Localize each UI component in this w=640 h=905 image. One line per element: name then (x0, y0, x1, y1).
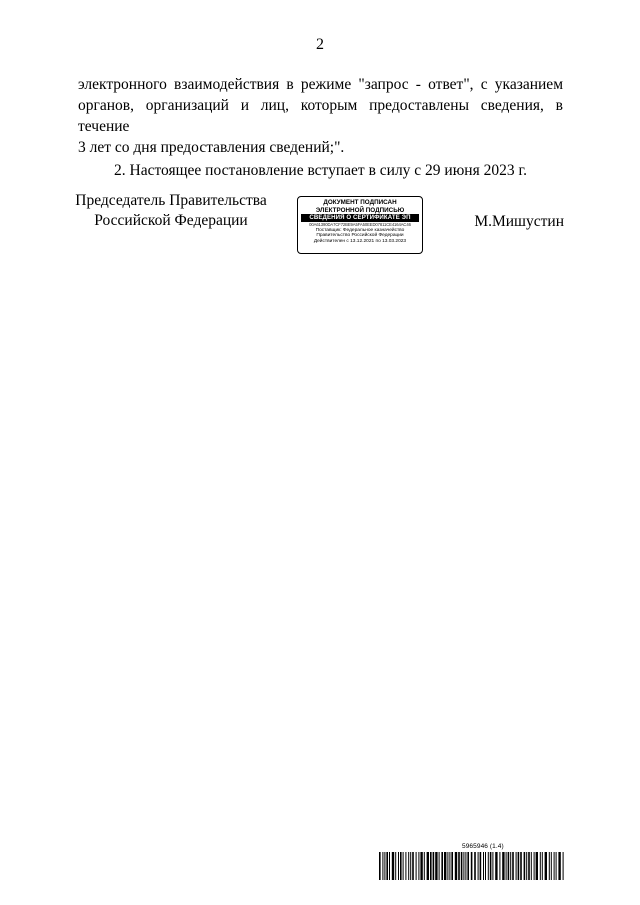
barcode-bar (534, 852, 535, 880)
barcode-bar (536, 852, 538, 880)
barcode-bar (400, 852, 402, 880)
barcode-bar (447, 852, 448, 880)
barcode-bar (502, 852, 504, 880)
barcode-bar (531, 852, 532, 880)
barcode-bar (449, 852, 450, 880)
barcode-bar (382, 852, 383, 880)
barcode-bar (433, 852, 435, 880)
signatory-title-line-1: Председатель Правительства (75, 192, 267, 209)
barcode-bar (485, 852, 486, 880)
barcode-bar (405, 852, 406, 880)
barcode-bar (495, 852, 497, 880)
barcode-bar (458, 852, 460, 880)
barcode-bar (395, 852, 396, 880)
barcode-bar (424, 852, 425, 880)
paragraph-1-line-2: органов, организаций и лиц, которым предоставлены сведения, в течение (78, 97, 563, 135)
barcode-bar (430, 852, 432, 880)
barcode-bar (520, 852, 522, 880)
barcode-bar (551, 852, 552, 880)
barcode-bar (528, 852, 530, 880)
barcode-bar (427, 852, 429, 880)
barcode-bar (392, 852, 394, 880)
page-number: 2 (316, 36, 324, 53)
barcode (379, 852, 565, 880)
barcode-bar (384, 852, 385, 880)
barcode-bar (416, 852, 417, 880)
barcode-bar (418, 852, 419, 880)
barcode-bar (465, 852, 466, 880)
stamp-title-line-1: ДОКУМЕНТ ПОДПИСАН (323, 199, 397, 206)
paragraph-1-line-1: электронного взаимодействия в режиме "запрос - ответ", с указанием (78, 76, 563, 93)
barcode-bar (540, 852, 541, 880)
document-code: 5965946 (1.4) (462, 843, 504, 850)
barcode-bar (563, 852, 564, 880)
barcode-bar (444, 852, 446, 880)
barcode-bar (451, 852, 453, 880)
signatory-title-line-2: Российской Федерации (94, 212, 248, 229)
stamp-serial-number: 00A61390DA7CF72BE9A5FA50EED07811CE4164AC46 (309, 221, 411, 227)
barcode-bar (441, 852, 443, 880)
barcode-bar (398, 852, 399, 880)
barcode-bar (549, 852, 550, 880)
signatory-title (70, 191, 272, 231)
barcode-bar (389, 852, 390, 880)
barcode-bar (492, 852, 493, 880)
barcode-bar (455, 852, 457, 880)
barcode-bar (558, 852, 560, 880)
paragraph-1-line-3: 3 лет со дня предоставления сведений;". (78, 139, 345, 156)
barcode-bar (499, 852, 500, 880)
barcode-bar (510, 852, 511, 880)
signatory-name: М.Мишустин (474, 213, 564, 230)
barcode-bar (403, 852, 404, 880)
barcode-bar (412, 852, 414, 880)
barcode-bar (379, 852, 381, 880)
barcode-bar (386, 852, 388, 880)
barcode-bar (420, 852, 422, 880)
barcode-bar (516, 852, 517, 880)
electronic-signature-stamp (297, 196, 423, 254)
barcode-bar (461, 852, 463, 880)
barcode-bar (488, 852, 489, 880)
stamp-certificate-banner: СВЕДЕНИЯ О СЕРТИФИКАТЕ ЭП (301, 214, 419, 222)
barcode-bar (518, 852, 520, 880)
barcode-bar (542, 852, 543, 880)
stamp-owner: Правительство Российской Федерации (316, 233, 404, 239)
barcode-bar (435, 852, 437, 880)
barcode-bar (483, 852, 484, 880)
barcode-bar (478, 852, 479, 880)
barcode-bar (463, 852, 464, 880)
document-body (78, 74, 563, 181)
stamp-validity: Действителен с 13.12.2021 по 13.03.2023 (313, 238, 407, 244)
barcode-bar (467, 852, 469, 880)
barcode-bar (480, 852, 482, 880)
barcode-bar (490, 852, 492, 880)
barcode-bar (408, 852, 409, 880)
paragraph-2: 2. Настоящее постановление вступает в силу с 29 июня 2023 г. (114, 162, 527, 179)
stamp-supplier: Поставщик: Федеральное казначейство (315, 227, 405, 233)
barcode-bar (439, 852, 440, 880)
barcode-bar (410, 852, 411, 880)
barcode-bar (526, 852, 527, 880)
barcode-bar (471, 852, 473, 880)
stamp-title-line-2: ЭЛЕКТРОННОЙ ПОДПИСЬЮ (315, 206, 405, 214)
barcode-bar (506, 852, 507, 880)
barcode-bar (524, 852, 526, 880)
barcode-bar (508, 852, 510, 880)
barcode-bar (554, 852, 555, 880)
barcode-bar (545, 852, 547, 880)
barcode-bar (556, 852, 557, 880)
barcode-bar (474, 852, 476, 880)
paragraph-1 (78, 74, 563, 158)
barcode-bar (512, 852, 514, 880)
